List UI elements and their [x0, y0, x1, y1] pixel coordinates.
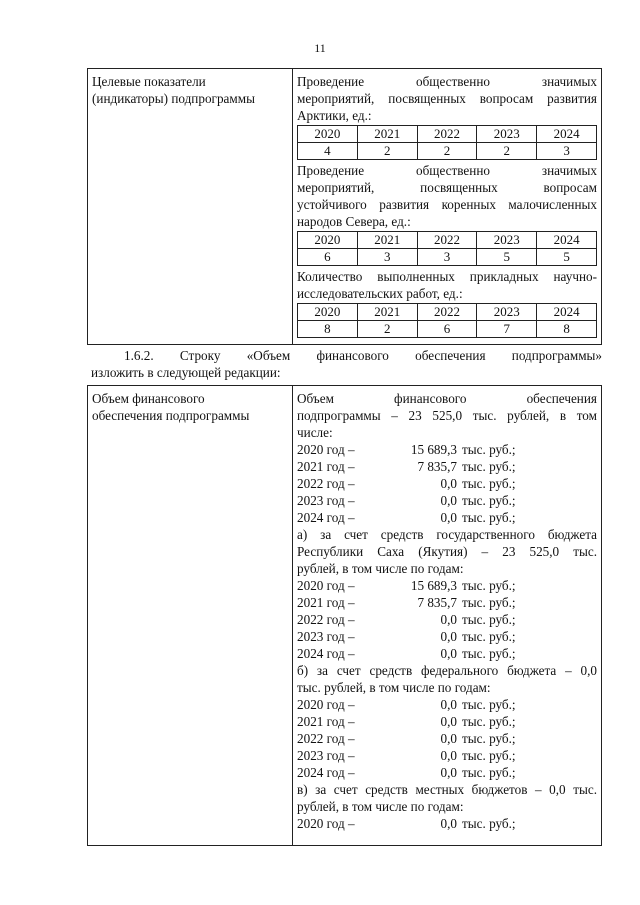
- finance-text-line: рублей, в том числе по годам:: [297, 561, 464, 576]
- finance-year-row: [297, 645, 597, 662]
- finance-year-row: [297, 713, 597, 730]
- value-cell: 5: [477, 249, 537, 266]
- year-label: 2020 год –: [297, 442, 355, 457]
- value-cell: 4: [298, 143, 358, 160]
- year-amount: 0,0: [440, 629, 457, 644]
- indicator-text-line: Количество выполненных прикладных научно-: [297, 269, 597, 284]
- finance-text-line: а) за счет средств государственного бюджета: [297, 527, 597, 542]
- indicator-year-table: [297, 125, 597, 160]
- indicator-text-line: народов Севера, ед.:: [297, 214, 411, 229]
- paragraph-line: 1.6.2. Строку «Объем финансового обеспечения подпрограммы»: [124, 348, 602, 363]
- year-unit: тыс. руб.;: [462, 731, 516, 746]
- year-label: 2024 год –: [297, 765, 355, 780]
- finance-year-row: [297, 628, 597, 645]
- year-cell: 2020: [298, 126, 358, 143]
- finance-text-line: б) за счет средств федерального бюджета – 0,0: [297, 663, 597, 678]
- indicator-text-line: мероприятий, посвященных вопросам: [297, 180, 597, 195]
- value-cell: 7: [477, 321, 537, 338]
- finance-year-row: [297, 458, 597, 475]
- finance-year-row: [297, 577, 597, 594]
- value-cell: 3: [417, 249, 477, 266]
- year-amount: 0,0: [440, 697, 457, 712]
- finance-table: [87, 385, 602, 846]
- year-label: 2023 год –: [297, 748, 355, 763]
- year-label: 2023 год –: [297, 629, 355, 644]
- finance-year-list: [297, 815, 597, 832]
- value-cell: 6: [298, 249, 358, 266]
- paragraph-line: изложить в следующей редакции:: [91, 365, 281, 380]
- year-cell: 2020: [298, 232, 358, 249]
- value-cell: 2: [357, 143, 417, 160]
- year-unit: тыс. руб.;: [462, 595, 516, 610]
- year-unit: тыс. руб.;: [462, 510, 516, 525]
- indicators-label-line: (индикаторы) подпрограммы: [92, 91, 255, 106]
- year-label: 2020 год –: [297, 816, 355, 831]
- indicator-text-line: Арктики, ед.:: [297, 108, 372, 123]
- year-label: 2024 год –: [297, 646, 355, 661]
- year-unit: тыс. руб.;: [462, 442, 516, 457]
- year-amount: 0,0: [440, 510, 457, 525]
- year-amount: 0,0: [440, 748, 457, 763]
- finance-label-line: Объем финансового: [92, 391, 205, 406]
- year-unit: тыс. руб.;: [462, 697, 516, 712]
- year-unit: тыс. руб.;: [462, 459, 516, 474]
- finance-year-row: [297, 475, 597, 492]
- year-label: 2024 год –: [297, 510, 355, 525]
- year-amount: 7 835,7: [417, 595, 457, 610]
- year-amount: 0,0: [440, 493, 457, 508]
- finance-year-row: [297, 730, 597, 747]
- year-unit: тыс. руб.;: [462, 816, 516, 831]
- year-label: 2023 год –: [297, 493, 355, 508]
- value-cell: 6: [417, 321, 477, 338]
- value-cell: 3: [357, 249, 417, 266]
- finance-year-row: [297, 509, 597, 526]
- indicator-year-table: [297, 303, 597, 338]
- finance-year-row: [297, 441, 597, 458]
- indicator-text-line: Проведение общественно значимых: [297, 74, 597, 89]
- year-unit: тыс. руб.;: [462, 578, 516, 593]
- finance-text-line: тыс. рублей, в том числе по годам:: [297, 680, 491, 695]
- finance-text-line: Республики Саха (Якутия) – 23 525,0 тыс.: [297, 544, 597, 559]
- finance-year-row: [297, 696, 597, 713]
- year-unit: тыс. руб.;: [462, 646, 516, 661]
- finance-year-row: [297, 815, 597, 832]
- year-label: 2022 год –: [297, 731, 355, 746]
- amendment-paragraph: [91, 347, 602, 381]
- indicator-block: [297, 162, 597, 266]
- year-unit: тыс. руб.;: [462, 476, 516, 491]
- indicator-year-table: [297, 231, 597, 266]
- value-cell: 2: [357, 321, 417, 338]
- value-cell: 8: [298, 321, 358, 338]
- indicator-block: [297, 268, 597, 338]
- finance-year-list: [297, 696, 597, 781]
- indicator-text-line: Проведение общественно значимых: [297, 163, 597, 178]
- indicator-block: [297, 73, 597, 160]
- year-unit: тыс. руб.;: [462, 748, 516, 763]
- year-unit: тыс. руб.;: [462, 714, 516, 729]
- year-label: 2020 год –: [297, 578, 355, 593]
- indicators-table: [87, 68, 602, 345]
- indicators-label-cell: [88, 69, 293, 345]
- year-label: 2021 год –: [297, 714, 355, 729]
- indicator-text-line: мероприятий, посвященных вопросам развития: [297, 91, 597, 106]
- value-cell: 3: [537, 143, 597, 160]
- indicators-content-cell: [293, 69, 602, 345]
- year-amount: 0,0: [440, 612, 457, 627]
- year-amount: 0,0: [440, 476, 457, 491]
- indicator-text-line: устойчивого развития коренных малочисленных: [297, 197, 597, 212]
- finance-text-line: числе:: [297, 425, 333, 440]
- year-amount: 15 689,3: [410, 578, 457, 593]
- year-cell: 2022: [417, 304, 477, 321]
- year-label: 2021 год –: [297, 459, 355, 474]
- indicators-label-line: Целевые показатели: [92, 74, 206, 89]
- value-cell: 8: [537, 321, 597, 338]
- finance-year-row: [297, 764, 597, 781]
- year-unit: тыс. руб.;: [462, 629, 516, 644]
- year-label: 2022 год –: [297, 476, 355, 491]
- year-label: 2020 год –: [297, 697, 355, 712]
- finance-year-row: [297, 492, 597, 509]
- finance-year-list: [297, 577, 597, 662]
- finance-year-list: [297, 441, 597, 526]
- finance-text-line: Объем финансового обеспечения: [297, 391, 597, 406]
- value-cell: 2: [417, 143, 477, 160]
- finance-content-cell: [293, 386, 602, 846]
- year-label: 2022 год –: [297, 612, 355, 627]
- year-unit: тыс. руб.;: [462, 765, 516, 780]
- year-amount: 0,0: [440, 816, 457, 831]
- year-amount: 0,0: [440, 731, 457, 746]
- year-cell: 2023: [477, 126, 537, 143]
- year-unit: тыс. руб.;: [462, 612, 516, 627]
- value-cell: 5: [537, 249, 597, 266]
- year-cell: 2023: [477, 232, 537, 249]
- finance-year-row: [297, 594, 597, 611]
- indicator-text-line: исследовательских работ, ед.:: [297, 286, 463, 301]
- finance-year-row: [297, 611, 597, 628]
- year-cell: 2023: [477, 304, 537, 321]
- page-number: 11: [314, 41, 326, 55]
- year-cell: 2024: [537, 126, 597, 143]
- finance-text-line: подпрограммы – 23 525,0 тыс. рублей, в том: [297, 408, 597, 423]
- year-amount: 7 835,7: [417, 459, 457, 474]
- year-unit: тыс. руб.;: [462, 493, 516, 508]
- year-cell: 2024: [537, 304, 597, 321]
- year-amount: 0,0: [440, 714, 457, 729]
- finance-label-cell: [88, 386, 293, 846]
- year-cell: 2022: [417, 232, 477, 249]
- year-cell: 2020: [298, 304, 358, 321]
- finance-label-line: обеспечения подпрограммы: [92, 408, 250, 423]
- year-amount: 15 689,3: [410, 442, 457, 457]
- value-cell: 2: [477, 143, 537, 160]
- finance-text-line: рублей, в том числе по годам:: [297, 799, 464, 814]
- year-cell: 2021: [357, 304, 417, 321]
- year-cell: 2024: [537, 232, 597, 249]
- year-label: 2021 год –: [297, 595, 355, 610]
- year-amount: 0,0: [440, 646, 457, 661]
- year-cell: 2022: [417, 126, 477, 143]
- finance-year-row: [297, 747, 597, 764]
- year-cell: 2021: [357, 126, 417, 143]
- year-amount: 0,0: [440, 765, 457, 780]
- finance-text-line: в) за счет средств местных бюджетов – 0,0 тыс.: [297, 782, 597, 797]
- year-cell: 2021: [357, 232, 417, 249]
